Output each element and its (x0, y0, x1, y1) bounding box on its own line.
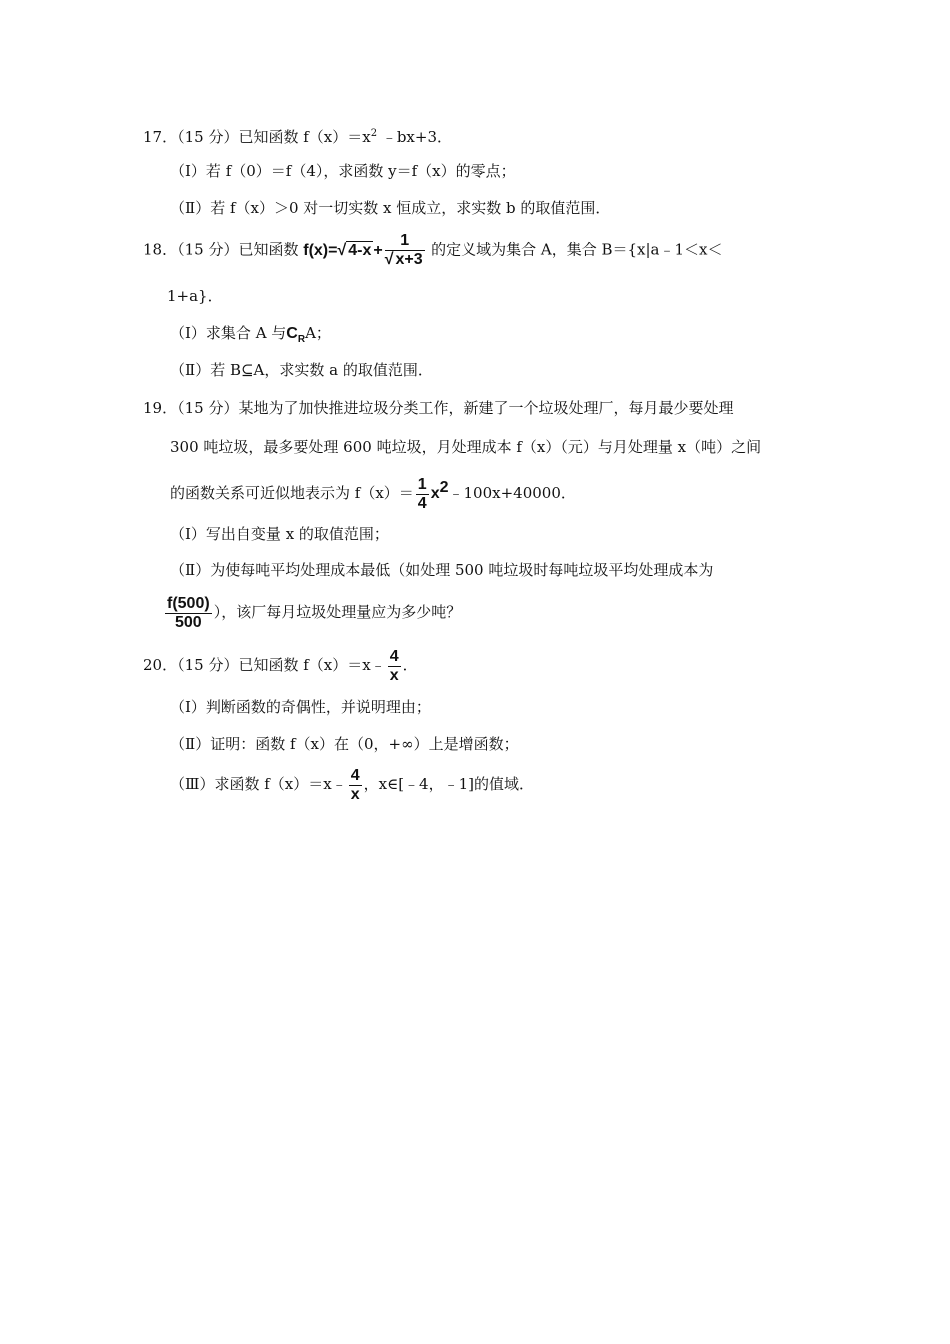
q19-frac-numerator: 1 (417, 475, 427, 493)
q20-fraction (388, 648, 401, 685)
q18-fraction (385, 232, 425, 269)
q18-stem-text: 18．（15 分）已知函数 (143, 240, 299, 259)
q19-quarter-fraction (416, 476, 429, 513)
q20-part-3-fraction (349, 767, 362, 804)
q18-formula (303, 232, 431, 268)
q18-part-1-tail: A； (305, 324, 331, 342)
q20-stem (143, 645, 418, 685)
q18-part-1-text: （Ⅰ）求集合 A 与 (170, 324, 287, 342)
q18-radicand-1: 4-x (348, 241, 372, 259)
q18-plus: + (373, 241, 383, 259)
q17-part-2: （Ⅱ）若 f（x）＞0 对一切实数 x 恒成立，求实数 b 的取值范围． (170, 199, 611, 217)
complement-subscript: R (297, 334, 306, 346)
q18-part-1 (170, 323, 331, 350)
q17-stem (143, 124, 452, 147)
complement-c: C (286, 325, 298, 342)
q18-formula-lhs: f(x)= (303, 241, 338, 259)
sqrt-icon: √ (337, 241, 347, 259)
q19-part-2-tail: ），该厂每月垃圾处理量应为多少吨？ (213, 603, 462, 621)
q19-average-cost-fraction (165, 595, 212, 632)
q17-stem-tail: ﹣bx+3． (377, 128, 453, 146)
q17-part-1: （Ⅰ）若 f（0）＝f（4），求函数 y＝f（x）的零点； (170, 162, 516, 180)
q18-stem (143, 232, 723, 269)
q19-stem-line-3-tail: ﹣100x+40000． (448, 484, 576, 502)
q18-part-2: （Ⅱ）若 B⊆A，求实数 a 的取值范围． (170, 361, 433, 379)
q19-cost-numerator: f(500) (167, 594, 210, 612)
q19-cost-denominator: 500 (174, 613, 202, 631)
q19-part-1: （Ⅰ）写出自变量 x 的取值范围； (170, 525, 389, 543)
q20-part-3-tail: ，x∈[﹣4，﹣1]的值域． (363, 775, 534, 793)
q19-stem-line-1: 19．（15 分）某地为了加快推进垃圾分类工作，新建了一个垃圾处理厂，每月最少要处理 (143, 399, 734, 417)
q18-radicand-2: x+3 (395, 251, 423, 268)
q18-stem-tail: 的定义域为集合 A，集合 B＝{x|a﹣1＜x＜ (431, 240, 723, 259)
q17-exponent: 2 (370, 128, 378, 139)
q19-variable-x: x (430, 485, 440, 502)
q19-stem-line-2: 300 吨垃圾，最多要处理 600 吨垃圾，月处理成本 f（x）（元）与月处理量 x（吨）之间 (170, 438, 762, 456)
complement-symbol (286, 325, 306, 346)
q18-frac-numerator: 1 (385, 232, 425, 251)
q18-stem-continuation: 1+a}． (167, 287, 223, 305)
q20-stem-text: 20．（15 分）已知函数 f（x）＝x﹣ (143, 656, 386, 674)
q20-period: ． (402, 656, 418, 674)
q19-part-2: （Ⅱ）为使每吨平均处理成本最低（如处理 500 吨垃圾时每吨垃圾平均处理成本为 (170, 561, 714, 579)
q18-frac-denominator (385, 251, 425, 269)
q19-frac-denominator: 4 (417, 494, 427, 512)
q20-part-3 (170, 764, 534, 804)
q17-stem-text: 17．（15 分）已知函数 f（x）＝x (143, 128, 371, 146)
q20-part-3-denominator: x (350, 785, 360, 803)
q20-frac-numerator: 4 (389, 647, 399, 665)
q20-frac-denominator: x (389, 666, 399, 684)
q20-part-1: （Ⅰ）判断函数的奇偶性，并说明理由； (170, 698, 431, 716)
q20-part-3-text: （Ⅲ）求函数 f（x）＝x﹣ (170, 775, 347, 793)
q19-stem-line-3 (170, 468, 576, 514)
q19-exponent: 2 (439, 479, 449, 496)
sqrt-icon: √ (384, 251, 394, 268)
q20-part-2: （Ⅱ）证明：函数 f（x）在（0，+∞）上是增函数； (170, 735, 519, 753)
q19-stem-line-3-text: 的函数关系可近似地表示为 f（x）＝ (170, 484, 414, 502)
q20-part-3-numerator: 4 (350, 766, 360, 784)
q19-part-2-continuation (163, 592, 461, 632)
